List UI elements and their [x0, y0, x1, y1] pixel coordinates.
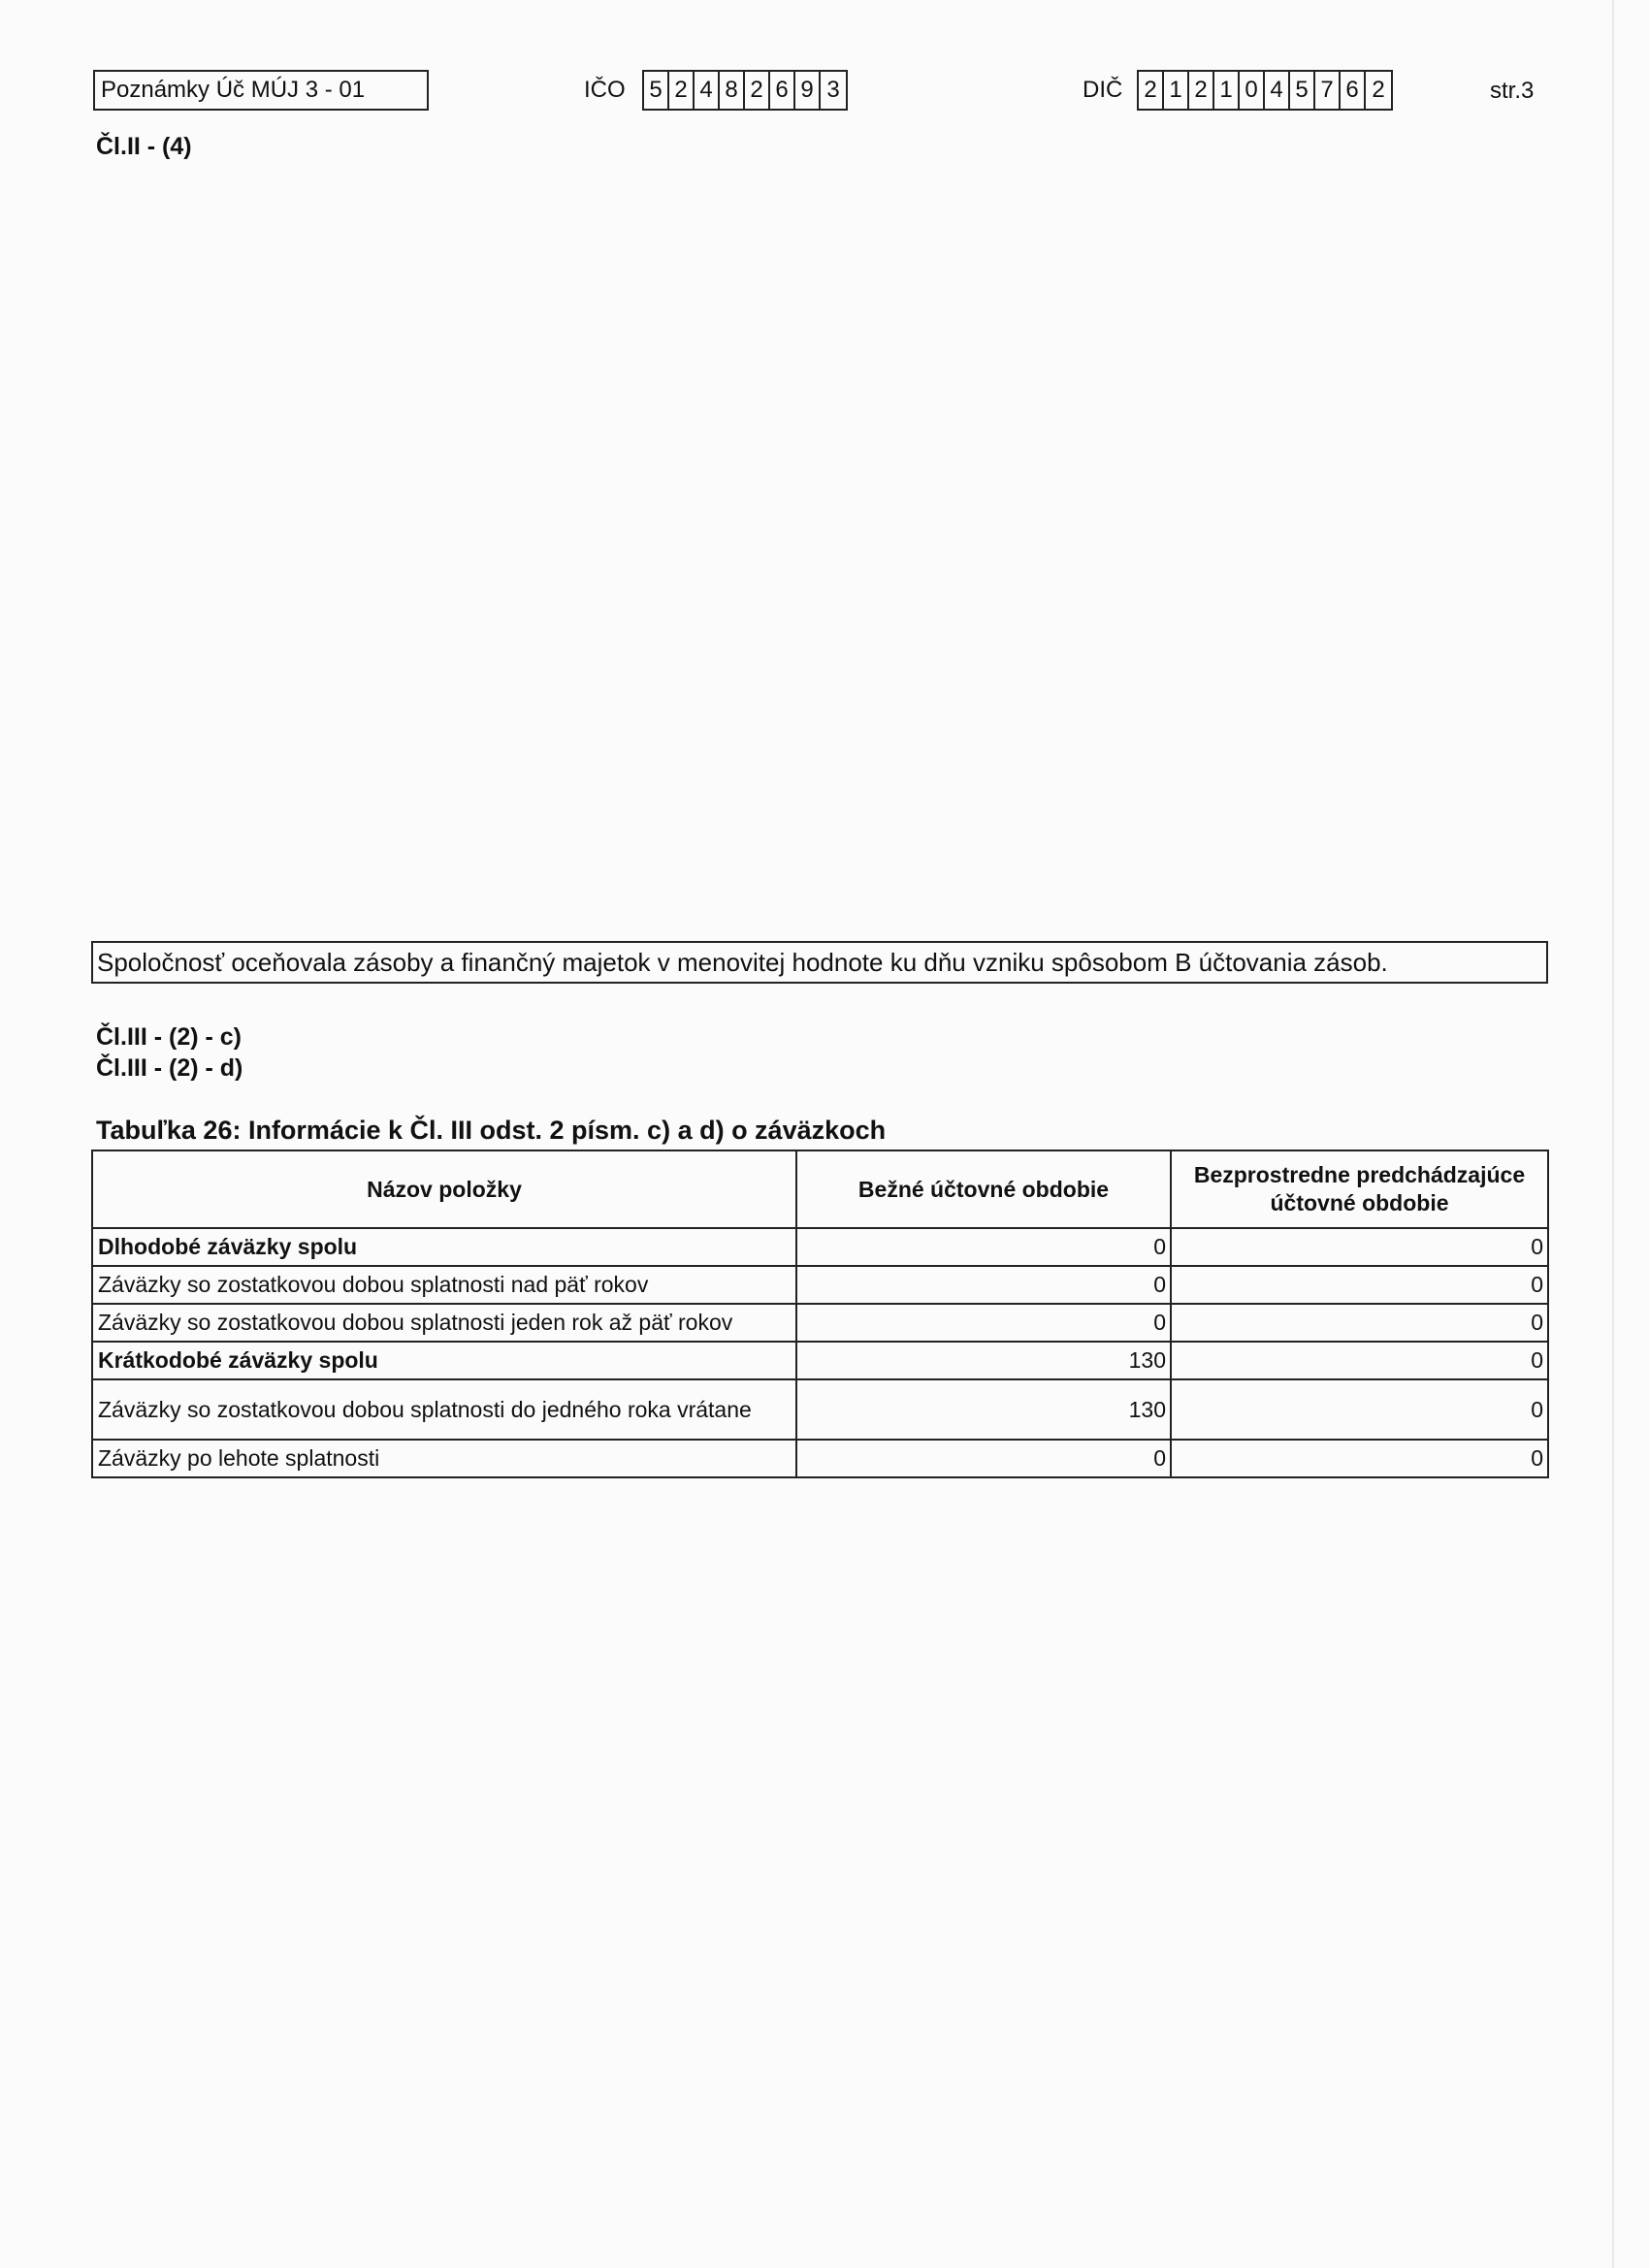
row-current-value: 0 — [796, 1266, 1171, 1304]
row-previous-value: 0 — [1171, 1379, 1548, 1440]
row-previous-value: 0 — [1171, 1266, 1548, 1304]
row-current-value: 130 — [796, 1342, 1171, 1379]
table-caption: Tabuľka 26: Informácie k Čl. III odst. 2 písm. c) a d) o záväzkoch — [96, 1116, 887, 1145]
row-previous-value: 0 — [1171, 1342, 1548, 1379]
table-row — [92, 1304, 1548, 1342]
inventory-valuation-note: Spoločnosť oceňovala zásoby a finančný majetok v menovitej hodnote ku dňu vzniku spôsobom B účtovania zásob. — [91, 941, 1548, 984]
ico-digit: 9 — [795, 72, 821, 109]
table-row — [92, 1379, 1548, 1440]
row-label: Záväzky so zostatkovou dobou splatnosti jeden rok až päť rokov — [92, 1304, 796, 1342]
dic-digit: 5 — [1290, 72, 1315, 109]
table-row — [92, 1440, 1548, 1477]
table-row — [92, 1266, 1548, 1304]
dic-digit: 2 — [1139, 72, 1164, 109]
page-edge — [1612, 0, 1614, 2268]
row-label: Záväzky po lehote splatnosti — [92, 1440, 796, 1477]
row-label: Záväzky so zostatkovou dobou splatnosti nad päť rokov — [92, 1266, 796, 1304]
ico-digit: 8 — [720, 72, 745, 109]
ico-digit: 2 — [669, 72, 695, 109]
ico-digit: 3 — [826, 77, 840, 103]
row-label: Záväzky so zostatkovou dobou splatnosti do jedného roka vrátane — [92, 1379, 796, 1440]
form-name: Poznámky Úč MÚJ 3 - 01 — [93, 70, 429, 111]
dic-digit: 1 — [1214, 72, 1240, 109]
dic-digit: 6 — [1341, 72, 1366, 109]
ico-digit: 5 — [644, 72, 669, 109]
row-label: Dlhodobé záväzky spolu — [92, 1228, 796, 1266]
header-item-name: Názov položky — [92, 1150, 796, 1228]
row-previous-value: 0 — [1171, 1304, 1548, 1342]
section-cl-ii-4: Čl.II - (4) — [96, 133, 192, 160]
dic-digit: 2 — [1372, 77, 1385, 103]
liabilities-table — [91, 1150, 1549, 1478]
page-number: str.3 — [1490, 78, 1535, 104]
dic-digit: 0 — [1240, 72, 1265, 109]
section-cl-iii-2c: Čl.III - (2) - c) — [96, 1023, 242, 1051]
dic-digit: 2 — [1189, 72, 1214, 109]
row-previous-value: 0 — [1171, 1228, 1548, 1266]
ico-digit-boxes — [642, 70, 848, 111]
header-current-period: Bežné účtovné obdobie — [796, 1150, 1171, 1228]
dic-digit: 1 — [1164, 72, 1189, 109]
row-current-value: 130 — [796, 1379, 1171, 1440]
ico-digit: 6 — [770, 72, 795, 109]
row-current-value: 0 — [796, 1440, 1171, 1477]
table-header-row — [92, 1150, 1548, 1228]
row-label: Krátkodobé záväzky spolu — [92, 1342, 796, 1379]
table-row — [92, 1228, 1548, 1266]
dic-digit-boxes — [1137, 70, 1393, 111]
row-current-value: 0 — [796, 1228, 1171, 1266]
dic-label: DIČ — [1083, 77, 1123, 103]
ico-digit: 2 — [745, 72, 770, 109]
row-current-value: 0 — [796, 1304, 1171, 1342]
dic-digit: 4 — [1265, 72, 1290, 109]
table-row — [92, 1342, 1548, 1379]
section-cl-iii-2d: Čl.III - (2) - d) — [96, 1054, 243, 1082]
header-previous-period: Bezprostredne predchádzajúce účtovné obdobie — [1171, 1150, 1548, 1228]
ico-label: IČO — [584, 77, 626, 103]
ico-digit: 4 — [695, 72, 720, 109]
row-previous-value: 0 — [1171, 1440, 1548, 1477]
dic-digit: 7 — [1315, 72, 1341, 109]
